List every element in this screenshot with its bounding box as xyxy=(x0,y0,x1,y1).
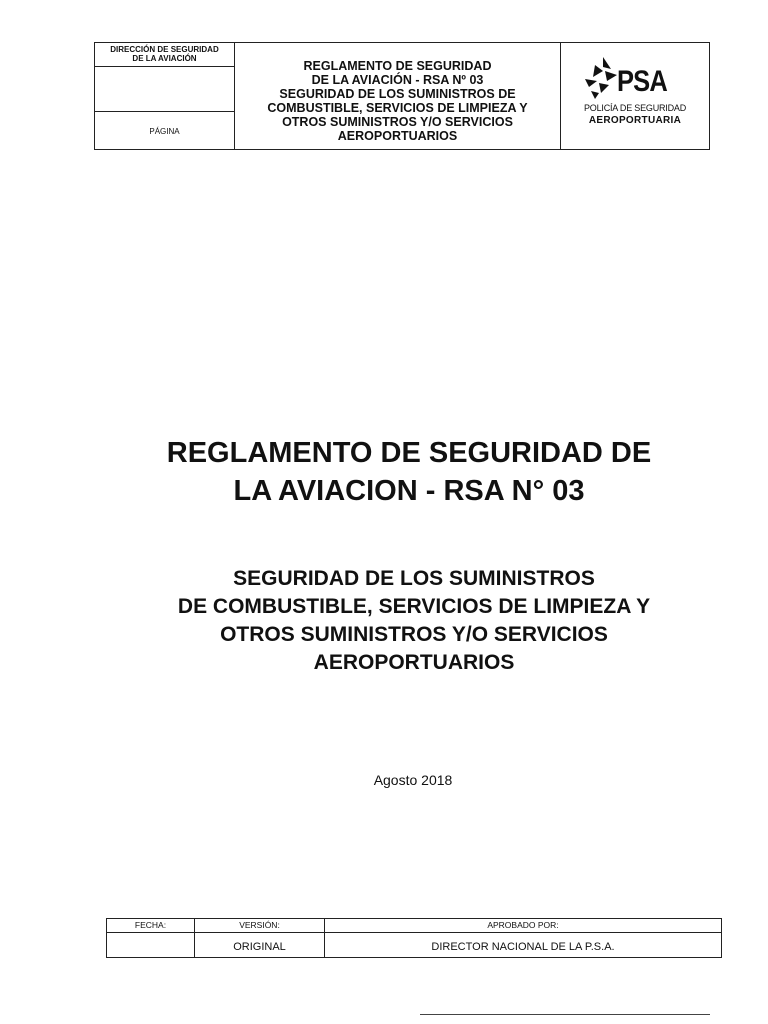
document-title: REGLAMENTO DE SEGURIDAD DE LA AVIACION - RSA N° 03 xyxy=(166,437,652,507)
department-label: DIRECCIÓN DE SEGURIDAD DE LA AVIACIÓN xyxy=(95,43,234,67)
footer-value-version: ORIGINAL xyxy=(233,941,286,953)
logo-subtitle-line2: AEROPORTUARIA xyxy=(588,115,682,126)
page-label: PÁGINA xyxy=(149,127,180,136)
document-date: Agosto 2018 xyxy=(373,772,453,788)
header-title: REGLAMENTO DE SEGURIDAD DE LA AVIACIÓN - RSA Nº 03 SEGURIDAD DE LOS SUMINISTROS DE COMBUSTIBLE, SERVICIOS DE LIMPIEZA Y OTROS SUMINISTROS Y/O SERVICIOS AEROPORTUARIOS xyxy=(235,43,561,149)
footer-value-aprobado: DIRECTOR NACIONAL DE LA P.S.A. xyxy=(431,941,615,953)
footer-header-version: VERSIÓN: xyxy=(239,920,280,930)
header-table xyxy=(94,42,710,150)
logo-subtitle-line1: POLICÍA DE SEGURIDAD xyxy=(583,103,687,113)
document-subtitle: SEGURIDAD DE LOS SUMINISTROS DE COMBUSTIBLE, SERVICIOS DE LIMPIEZA Y OTROS SUMINISTROS Y/O SERVICIOS AEROPORTUARIOS xyxy=(177,567,651,674)
footer-col-aprobado xyxy=(325,919,721,957)
footer-header-fecha: FECHA: xyxy=(134,920,167,930)
footer-header-aprobado: APROBADO POR: xyxy=(487,920,559,930)
bottom-divider xyxy=(420,1014,710,1015)
header-left-cell xyxy=(95,43,235,149)
footer-table xyxy=(106,918,722,958)
logo-text: PSA xyxy=(617,65,667,98)
footer-col-fecha xyxy=(107,919,195,957)
divider xyxy=(95,111,234,112)
footer-col-version xyxy=(195,919,325,957)
header-logo-cell xyxy=(561,43,709,149)
